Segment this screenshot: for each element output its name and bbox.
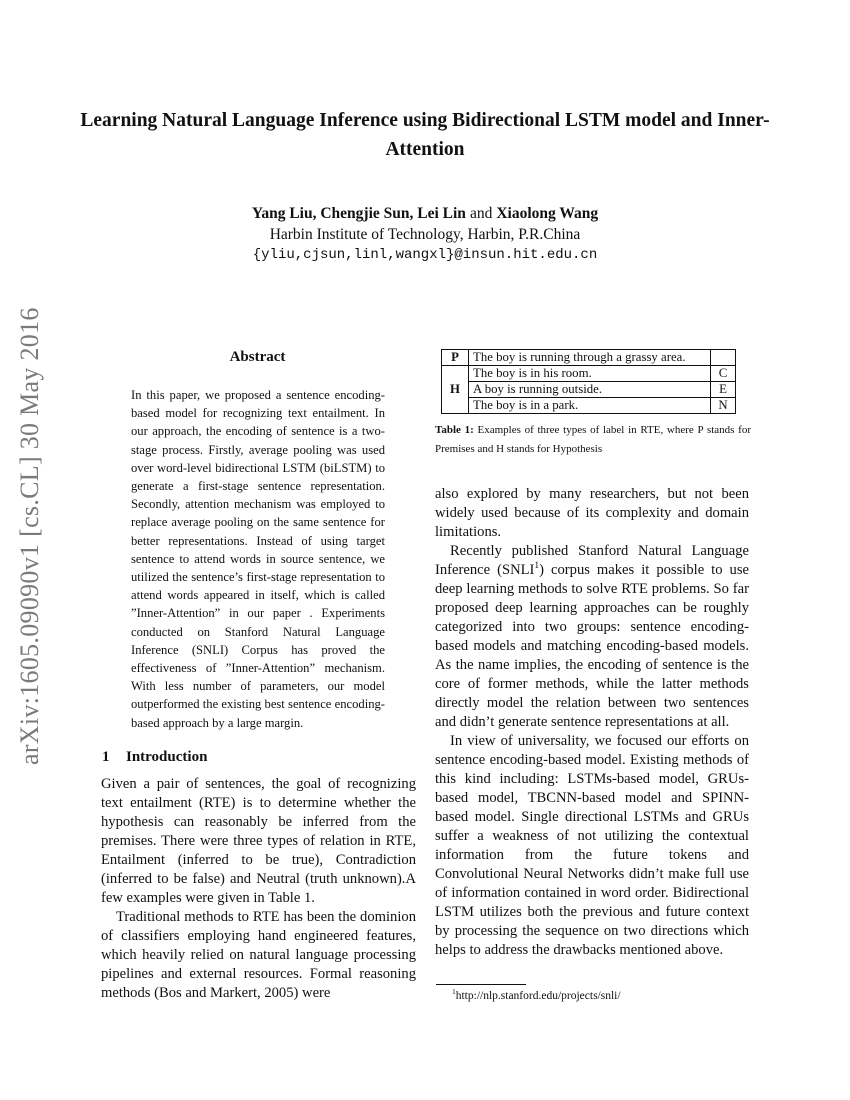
intro-paragraph-2: Traditional methods to RTE has been the dominion of classifiers employing hand engineered features, which heavily relied on natural language processing pipelines and external resources. Formal reasoning methods (Bos and Markert, 2005) were	[101, 909, 416, 1001]
right-paragraph-2	[435, 542, 749, 732]
premise-sentence: The boy is running through a grassy area.	[469, 350, 711, 366]
paragraph-text: Recently published Stanford Natural Language Inference (SNLI	[435, 543, 749, 578]
relation-label: N	[711, 398, 736, 414]
right-column-body	[435, 485, 749, 960]
table-row	[442, 366, 736, 382]
footnote	[452, 987, 621, 1002]
author-and: and	[469, 205, 493, 222]
author-list	[0, 203, 850, 224]
premise-label: P	[442, 350, 469, 366]
hypothesis-sentence: The boy is in his room.	[469, 366, 711, 382]
footnote-divider	[436, 984, 526, 985]
premise-empty-cell	[711, 350, 736, 366]
section-title: Introduction	[126, 749, 208, 765]
affiliation: Harbin Institute of Technology, Harbin, P.R.China	[269, 226, 581, 243]
relation-label: E	[711, 382, 736, 398]
relation-label: C	[711, 366, 736, 382]
table-1-rte-examples	[441, 349, 736, 414]
left-column-body	[101, 775, 416, 1003]
caption-text: Examples of three types of label in RTE, where P stands for Premises and H stands for Hypothesis	[435, 424, 751, 455]
arxiv-identifier-stamp: arXiv:1605.09090v1 [cs.CL] 30 May 2016	[15, 307, 44, 765]
abstract-heading: Abstract	[229, 349, 286, 365]
author-block	[0, 203, 850, 266]
author-names: Yang Liu, Chengjie Sun, Lei Lin	[251, 205, 466, 222]
right-paragraph-1: also explored by many researchers, but not been widely used because of its complexity and domain limitations.	[435, 486, 749, 540]
paper-title: Learning Natural Language Inference using Bidirectional LSTM model and Inner-Attention	[80, 110, 770, 160]
paragraph-text: ) corpus makes it possible to use deep learning methods to solve RTE problems. So far proposed deep learning approaches can be roughly categorized into two groups: sentence encoding-based models and matching encoding-based models. As the name implies, the encoding of sentence is the core of former methods, while the latter methods directly model the relation between two sentences and didn’t generate sentence representations at all.	[435, 562, 749, 730]
intro-paragraph-1: Given a pair of sentences, the goal of recognizing text entailment (RTE) is to determine whether the hypothesis can reasonably be inferred from the premises. There were three types of relation in RTE, Entailment (inferred to be true), Contradiction (inferred to be false) and Neutral (truth unknown).A few examples were given in Table 1.	[101, 776, 416, 906]
footnote-mark: 1	[452, 987, 456, 997]
abstract-text: In this paper, we proposed a sentence encoding-based model for recognizing text entailment. In our approach, the encoding of sentence is a two-stage process. Firstly, average pooling was used over word-level bidirectional LSTM (biLSTM) to generate a first-stage sentence representation. Secondly, attention mechanism was employed to replace average pooling on the same sentence for better representations. Instead of using target sentence to attend words in source sentence, we utilized the sentence’s first-stage representation to attend words appeared in itself, which is called ”Inner-Attention” in our paper . Experiments conducted on Stanford Natural Language Inference (SNLI) Corpus has proved the effectiveness of ”Inner-Attention” mechanism. With less number of parameters, our model outperformed the existing best sentence encoding-based approach by a large margin.	[131, 388, 385, 730]
table-1-caption	[435, 421, 751, 459]
footnote-reference: 1	[534, 561, 540, 572]
footnote-url[interactable]: http://nlp.stanford.edu/projects/snli/	[455, 990, 621, 1002]
section-number: 1	[102, 749, 110, 765]
table-row	[442, 398, 736, 414]
hypothesis-sentence: A boy is running outside.	[469, 382, 711, 398]
hypothesis-label: H	[442, 366, 469, 414]
caption-label: Table 1:	[435, 424, 474, 436]
author-emails: {yliu,cjsun,linl,wangxl}@insun.hit.edu.cn	[252, 247, 598, 263]
hypothesis-sentence: The boy is in a park.	[469, 398, 711, 414]
author-last: Xiaolong Wang	[496, 205, 599, 222]
table-row	[442, 350, 736, 366]
table-row	[442, 382, 736, 398]
section-heading-introduction	[102, 749, 207, 766]
right-paragraph-3: In view of universality, we focused our efforts on sentence encoding-based model. Existing methods of this kind including: LSTMs-based model, GRUs-based model, TBCNN-based model and SPINN-based model. Single directional LSTMs and GRUs suffer a weakness of not utilizing the contextual information from the future tokens and Convolutional Neural Networks didn’t make full use of information contained in word order. Bidirectional LSTM utilizes both the previous and future context by processing the sequence on two directions which helps to address the drawbacks mentioned above.	[435, 733, 749, 958]
